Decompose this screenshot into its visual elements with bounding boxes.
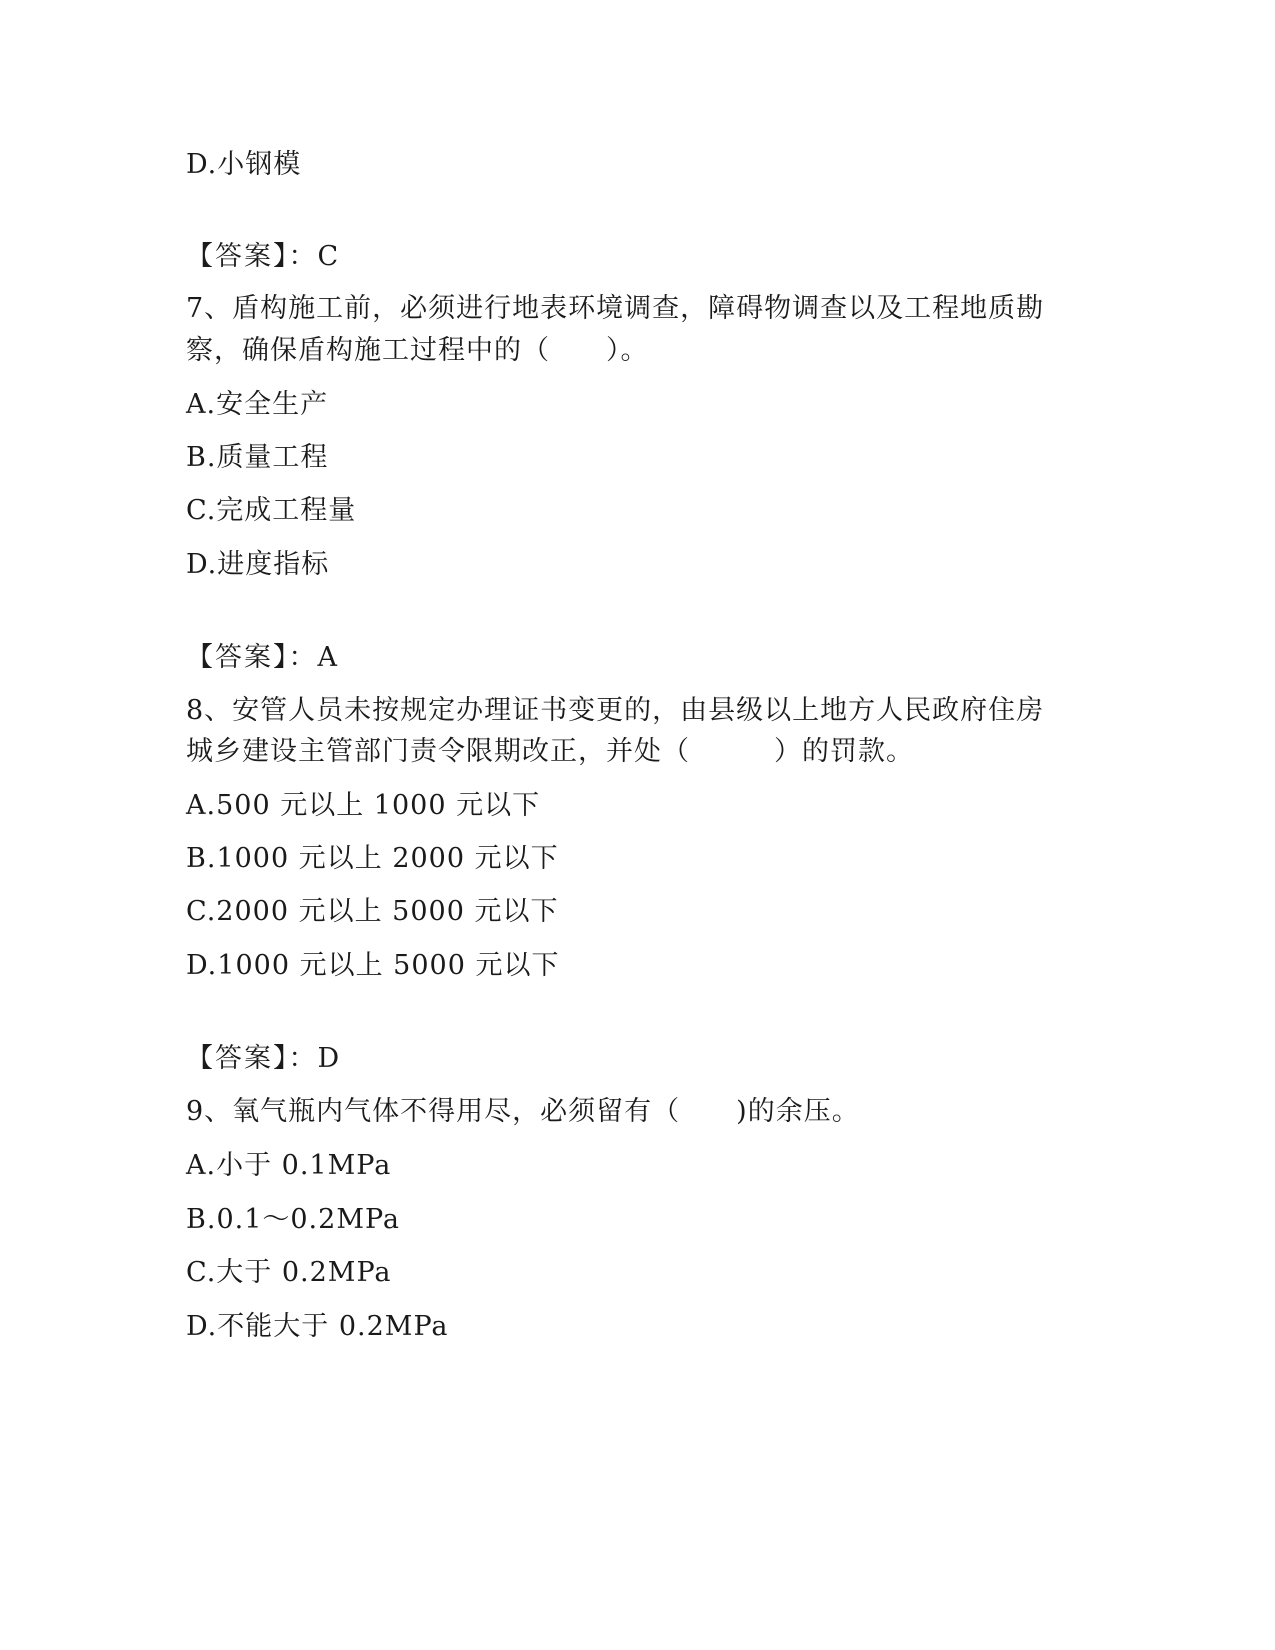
option-letter: A. [186, 389, 217, 420]
question-7-stem-line-1: 7、盾构施工前，必须进行地表环境调查，障碍物调查以及工程地质勘 [186, 293, 1045, 324]
option-text: 2000 元以上 5000 元以下 [216, 896, 559, 927]
option-letter: C. [186, 495, 217, 526]
option-letter: B. [186, 843, 217, 874]
question-7-option-a [186, 388, 328, 422]
option-text: 质量工程 [216, 442, 329, 473]
question-7-option-b [186, 441, 328, 475]
option-text: 进度指标 [217, 549, 330, 580]
answer-separator: ： [288, 642, 318, 673]
answer-line-7 [186, 641, 339, 675]
option-letter: A. [186, 790, 217, 821]
question-8-option-c [186, 895, 558, 929]
option-letter: C. [186, 1257, 217, 1288]
question-7-option-d [186, 548, 329, 582]
answer-value: A [317, 642, 339, 673]
option-text: 0.1～0.2MPa [216, 1204, 401, 1235]
answer-separator: ： [288, 1043, 318, 1074]
answer-separator: ： [288, 241, 318, 272]
option-text: 小于 0.1MPa [216, 1150, 392, 1181]
option-text: 大于 0.2MPa [216, 1257, 392, 1288]
option-letter: D. [186, 149, 218, 180]
answer-label: 【答案】 [186, 1043, 289, 1074]
option-text: 1000 元以上 5000 元以下 [217, 950, 560, 981]
question-8-option-d [186, 949, 559, 983]
question-9-option-c [186, 1256, 392, 1290]
answer-value: D [317, 1043, 342, 1074]
answer-label: 【答案】 [186, 642, 289, 673]
question-9-option-a [186, 1149, 391, 1183]
option-text: 安全生产 [216, 389, 329, 420]
option-letter: C. [186, 896, 217, 927]
answer-label: 【答案】 [186, 241, 289, 272]
option-text: 不能大于 0.2MPa [217, 1311, 449, 1342]
question-9-option-b [186, 1203, 400, 1237]
option-letter: B. [186, 1204, 217, 1235]
option-letter: A. [186, 1150, 217, 1181]
option-letter: B. [186, 442, 217, 473]
option-text: 1000 元以上 2000 元以下 [216, 843, 559, 874]
question-7-stem-line-2: 察，确保盾构施工过程中的（ ）。 [186, 335, 649, 366]
question-8-option-b [186, 842, 559, 876]
option-letter: D. [186, 1311, 218, 1342]
question-9-option-d [186, 1310, 449, 1344]
answer-line-6 [186, 240, 340, 274]
option-text: 完成工程量 [216, 495, 357, 526]
option-letter: D. [186, 950, 218, 981]
option-text: 500 元以上 1000 元以下 [216, 790, 541, 821]
question-7-option-c [186, 494, 356, 528]
question-8-stem-line-1: 8、安管人员未按规定办理证书变更的，由县级以上地方人民政府住房 [186, 695, 1045, 726]
question-8-option-a [186, 789, 540, 823]
question-9-stem-line-1: 9、氧气瓶内气体不得用尽，必须留有（ )的余压。 [186, 1096, 860, 1127]
answer-value: C [317, 241, 341, 272]
answer-line-8 [186, 1042, 341, 1076]
option-letter: D. [186, 549, 218, 580]
option-text: 小钢模 [217, 149, 302, 180]
question-8-stem-line-2: 城乡建设主管部门责令限期改正，并处（ ）的罚款。 [186, 736, 914, 767]
option-d-prev [186, 148, 301, 182]
